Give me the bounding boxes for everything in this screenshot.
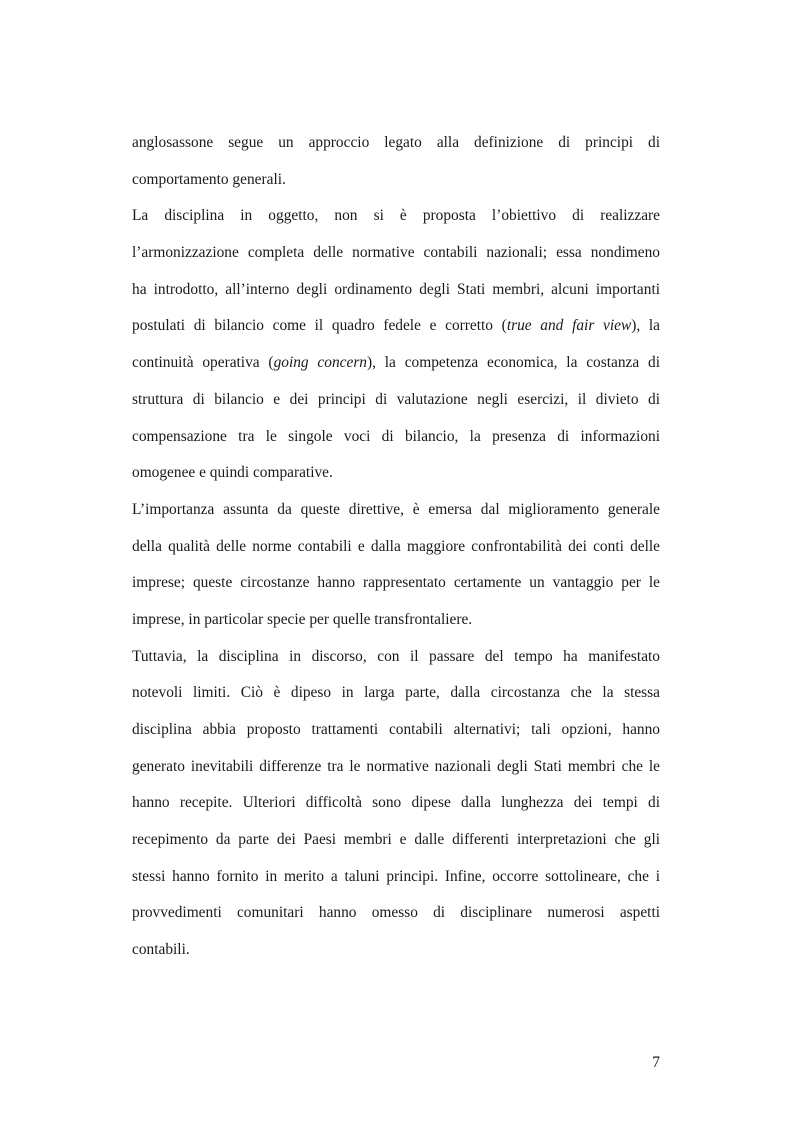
text-line: struttura di bilancio e dei principi di valutazione negli esercizi, il divieto di xyxy=(132,390,660,408)
text-line: La disciplina in oggetto, non si è proposta l’obiettivo di realizzare xyxy=(132,207,660,225)
text-line: ha introdotto, all’interno degli ordinamento degli Stati membri, alcuni importanti xyxy=(132,280,660,298)
page-number: 7 xyxy=(652,1054,660,1071)
text-line: della qualità delle norme contabili e dalla maggiore confrontabilità dei conti delle xyxy=(132,537,660,555)
italic-term: true and fair view xyxy=(506,317,632,335)
text-line: compensazione tra le singole voci di bilancio, la presenza di informazioni xyxy=(132,427,660,445)
text-line: comportamento generali. xyxy=(132,170,286,188)
text-segment: ), la competenza economica, la costanza di xyxy=(367,354,660,372)
text-line: Tuttavia, la disciplina in discorso, con il passare del tempo ha manifestato xyxy=(132,647,660,665)
text-line: omogenee e quindi comparative. xyxy=(132,464,333,482)
text-line: L’importanza assunta da queste direttive, è emersa dal miglioramento generale xyxy=(132,500,660,518)
text-line: generato inevitabili differenze tra le normative nazionali degli Stati membri che le xyxy=(132,757,660,775)
text-line xyxy=(132,345,660,382)
text-line: hanno recepite. Ulteriori difficoltà sono dipese dalla lunghezza dei tempi di xyxy=(132,794,660,812)
text-line: disciplina abbia proposto trattamenti contabili alternativi; tali opzioni, hanno xyxy=(132,721,660,738)
text-line: recepimento da parte dei Paesi membri e dalle differenti interpretazioni che gli xyxy=(132,831,660,849)
text-line: stessi hanno fornito in merito a taluni principi. Infine, occorre sottolineare, che i xyxy=(132,867,660,885)
text-segment: postulati di bilancio come il quadro fedele e corretto ( xyxy=(132,317,507,335)
text-line: provvedimenti comunitari hanno omesso di disciplinare numerosi aspetti xyxy=(132,904,660,922)
text-line xyxy=(132,308,660,345)
text-line: imprese; queste circostanze hanno rappresentato certamente un vantaggio per le xyxy=(132,574,660,592)
body-text xyxy=(132,125,660,969)
text-line: imprese, in particolar specie per quelle transfrontaliere. xyxy=(132,610,473,628)
text-line: anglosassone segue un approccio legato alla definizione di principi di xyxy=(132,134,660,151)
text-segment: continuità operativa ( xyxy=(132,354,274,372)
text-line: l’armonizzazione completa delle normative contabili nazionali; essa nondimeno xyxy=(132,244,660,262)
text-line: contabili. xyxy=(132,941,190,959)
text-line: notevoli limiti. Ciò è dipeso in larga parte, dalla circostanza che la stessa xyxy=(132,684,660,702)
text-segment: ), la xyxy=(631,317,660,335)
italic-term: going concern xyxy=(273,354,367,372)
